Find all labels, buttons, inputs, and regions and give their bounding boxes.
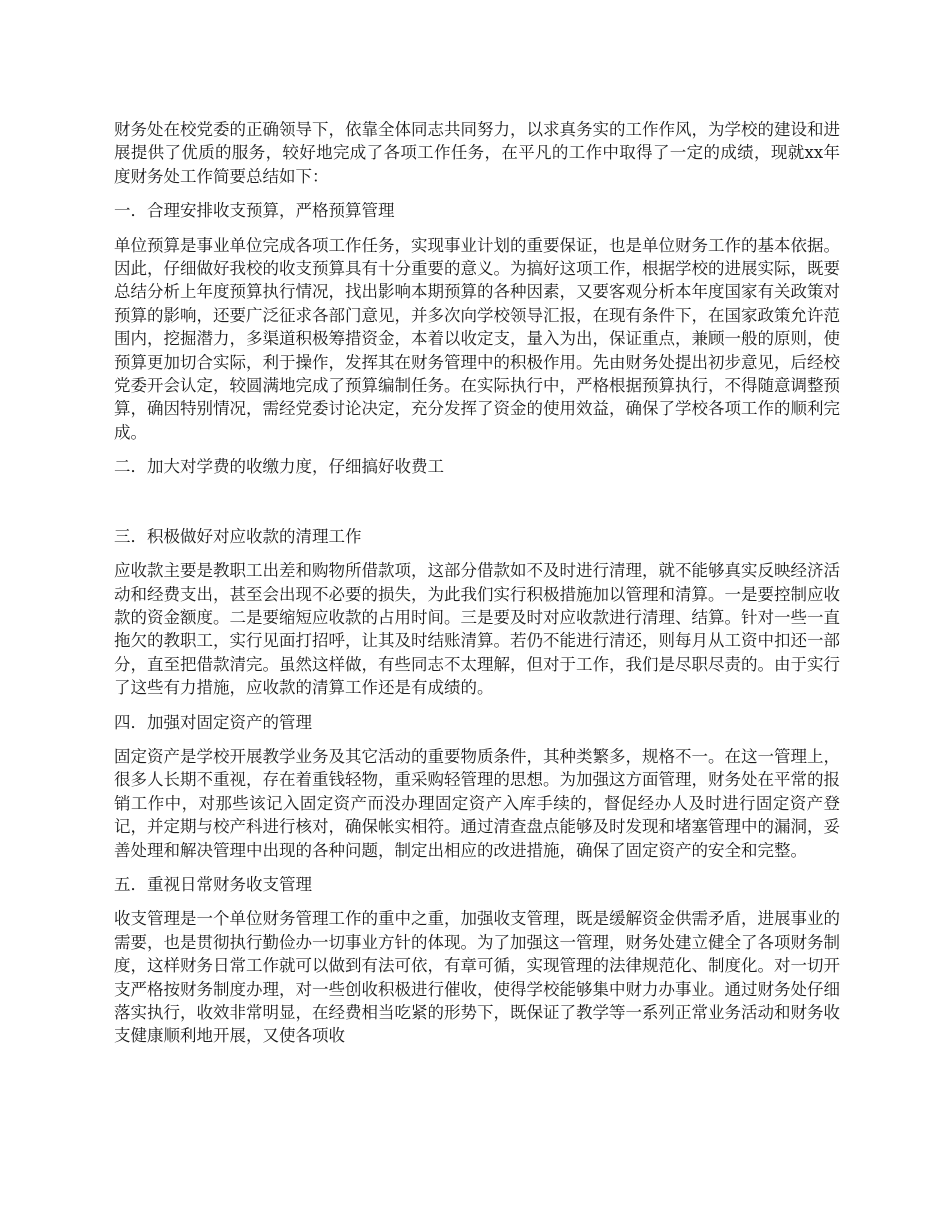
- section-2-heading: 二．加大对学费的收缴力度，仔细搞好收费工: [114, 457, 444, 477]
- section-3-body: 应收款主要是教职工出差和购物所借款项，这部分借款如不及时进行清理，就不能够真实反映经济活动和经费支出，甚至会出现不必要的损失，为此我们实行积极措施加以管理和清算。一是要控制应收款的资金额度。二是要缩短应收款的占用时间。三是要及时对应收款进行清理、结算。针对一些一直拖欠的教职工，实行见面打招呼，让其及时结账清算。若仍不能进行清还，则每月从工资中扣还一部分，直至把借款清完。虽然这样做，有些同志不太理解，但对于工作，我们是尽职尽责的。由于实行了这些有力措施，应收款的清算工作还是有成绩的。: [114, 561, 840, 698]
- section-4-heading: 四．加强对固定资产的管理: [114, 712, 312, 732]
- document-page: [114, 118, 840, 1059]
- section-1-heading: 一．合理安排收支预算，严格预算管理: [114, 201, 395, 221]
- section-5-heading: 五．重视日常财务收支管理: [114, 874, 312, 894]
- section-1-body: 单位预算是事业单位完成各项工作任务，实现事业计划的重要保证，也是单位财务工作的基本依据。因此，仔细做好我校的收支预算具有十分重要的意义。为搞好这项工作，根据学校的进展实际，既要总结分析上年度预算执行情况，找出影响本期预算的各种因素，又要客观分析本年度国家有关政策对预算的影响，还要广泛征求各部门意见，并多次向学校领导汇报，在现有条件下，在国家政策允许范围内，挖掘潜力，多渠道积极筹措资金，本着以收定支，量入为出，保证重点，兼顾一般的原则，使预算更加切合实际，利于操作，发挥其在财务管理中的积极作用。先由财务处提出初步意见，后经校党委开会认定，较圆满地完成了预算编制任务。在实际执行中，严格根据预算执行，不得随意调整预算，确因特别情况，需经党委讨论决定，充分发挥了资金的使用效益，确保了学校各项工作的顺利完成。: [114, 235, 840, 442]
- section-3-heading: 三．积极做好对应收款的清理工作: [114, 526, 362, 546]
- intro-paragraph: 财务处在校党委的正确领导下，依靠全体同志共同努力，以求真务实的工作作风，为学校的建设和进展提供了优质的服务，较好地完成了各项工作任务，在平凡的工作中取得了一定的成绩，现就xx年度财务处工作简要总结如下：: [114, 120, 840, 186]
- section-5-body: 收支管理是一个单位财务管理工作的重中之重，加强收支管理，既是缓解资金供需矛盾，进展事业的需要，也是贯彻执行勤俭办一切事业方针的体现。为了加强这一管理，财务处建立健全了各项财务制度，这样财务日常工作就可以做到有法可依，有章可循，实现管理的法律规范化、制度化。对一切开支严格按财务制度办理，对一些创收积极进行催收，使得学校能够集中财力办事业。通过财务处仔细落实执行，收效非常明显，在经费相当吃紧的形势下，既保证了教学等一系列正常业务活动和财务收支健康顺利地开展，又使各项收: [114, 909, 840, 1046]
- section-4-body: 固定资产是学校开展教学业务及其它活动的重要物质条件，其种类繁多，规格不一。在这一管理上，很多人长期不重视，存在着重钱轻物，重采购轻管理的思想。为加强这方面管理，财务处在平常的报销工作中，对那些该记入固定资产而没办理固定资产入库手续的，督促经办人及时进行固定资产登记，并定期与校产科进行核对，确保帐实相符。通过清查盘点能够及时发现和堵塞管理中的漏洞，妥善处理和解决管理中出现的各种问题，制定出相应的改进措施，确保了固定资产的安全和完整。: [114, 746, 840, 860]
